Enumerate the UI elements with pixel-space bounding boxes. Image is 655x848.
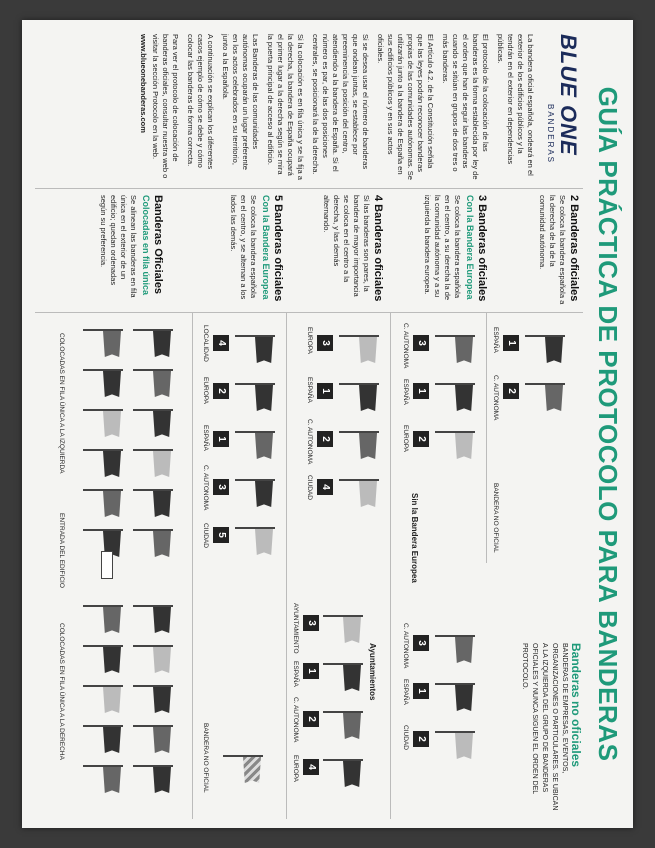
position-5: 5: [213, 527, 229, 543]
flag-icon: [339, 429, 379, 463]
ayuntamientos-label: Ayuntamientos: [368, 643, 377, 701]
divider: [286, 313, 287, 819]
position-3: 3: [413, 635, 429, 651]
flag-icon: [133, 527, 173, 561]
section-4-text: Si las banderas son pares, la bandera de mayor importancia se coloca en el centro a la derecha, y las demás alternando.: [322, 195, 371, 297]
flag-icon: [235, 525, 275, 559]
flag-icon: [83, 367, 123, 401]
flag-icon: [133, 367, 173, 401]
flag-icon: [435, 381, 475, 415]
position-3: 3: [213, 479, 229, 495]
label-ciudad: CIUDAD: [306, 475, 313, 500]
position-4: 4: [303, 759, 319, 775]
label-nooficial: BANDERA NO OFICIAL: [492, 483, 499, 553]
flag-icon: [83, 447, 123, 481]
label-espana: ESPAÑA: [402, 679, 409, 705]
section-3-sub: Con la Bandera Europea: [465, 195, 475, 300]
label-espana: ESPAÑA: [202, 425, 209, 451]
flags-fila-izq-2: [83, 327, 123, 561]
divider: [486, 313, 487, 563]
label-cauto: C. AUTONOMA: [306, 419, 313, 465]
label-ayunt: AYUNTAMIENTO: [292, 603, 299, 654]
flag-icon: [83, 683, 123, 717]
no-oficiales-block: [519, 643, 583, 813]
position-4: 4: [317, 479, 333, 495]
flag-icon: [525, 381, 565, 415]
sin-europa-label: Sin la Bandera Europea: [410, 493, 419, 583]
flag-icon: [339, 477, 379, 511]
position-4: 4: [213, 335, 229, 351]
flag-icon: [83, 327, 123, 361]
section-3: [422, 195, 487, 305]
flag-icon: [339, 381, 379, 415]
intro-text: [138, 34, 535, 180]
flag-icon: [435, 333, 475, 367]
flag-icon: [235, 381, 275, 415]
flag-icon: [435, 681, 475, 715]
flag-icon: [323, 613, 363, 647]
flag-icon: [133, 763, 173, 797]
label-nooficial: BANDERA NO OFICIAL: [202, 723, 209, 793]
diagram-area: [35, 312, 583, 819]
flag-icon: [323, 661, 363, 695]
section-fila-sub: Colocadas en fila única: [141, 195, 151, 296]
brand-name: BLUE ONE: [556, 34, 581, 156]
intro-p7: A continuación se explican los diferentes casos ejemplo de cómo se debe y cómo colocar las banderas de forma correcta.: [186, 34, 215, 170]
flag-icon: [323, 757, 363, 791]
divider: [192, 313, 193, 819]
position-1: 1: [413, 683, 429, 699]
section-5: [228, 195, 283, 305]
flags-5: [235, 333, 275, 559]
fila-derecha-label: COLOCADAS EN FILA ÚNICA A LA DERECHA: [58, 623, 65, 760]
fila-izquierda-label: COLOCADAS EN FILA ÚNICA A LA IZQUIERDA: [58, 333, 65, 474]
flag-icon: [83, 407, 123, 441]
label-europa: EUROPA: [402, 425, 409, 452]
section-4: [321, 195, 383, 305]
section-2-heading: 2 Banderas oficiales: [568, 195, 580, 302]
section-fila-heading: Banderas Oficiales: [152, 195, 164, 295]
position-2: 2: [213, 383, 229, 399]
label-cauto: C. AUTONOMA: [402, 623, 409, 669]
label-espana: ESPAÑA: [492, 327, 499, 353]
section-fila-text: Se alinean las banderas en fila única en el exterior de un edificio; quedan ordenadas según su preferencia.: [99, 195, 138, 298]
label-espana: ESPAÑA: [292, 661, 299, 687]
flags-2: [525, 333, 565, 415]
position-1: 1: [413, 383, 429, 399]
rotated-page: [22, 20, 633, 828]
flag-icon: [235, 477, 275, 511]
section-5-sub: Con la Bandera Europea: [261, 195, 271, 300]
flag-icon: [133, 487, 173, 521]
section-5-text: Se coloca la bandera española en el centro, y se alternan a los lados las demás.: [229, 195, 258, 300]
flags-4: [339, 333, 379, 511]
intro-p4: Si se desea usar el número de banderas que ondean juntas, se establece por preeminencia la posición del centro, atendiendo a la bandera de España. Si el número es par, de las dos posiciones centrales, se posicionará la de la derecha.: [311, 34, 370, 175]
label-espana: ESPAÑA: [306, 377, 313, 403]
flag-icon: [525, 333, 565, 367]
section-3-heading: 3 Banderas oficiales: [476, 195, 488, 302]
position-1: 1: [503, 335, 519, 351]
divider: [390, 313, 391, 819]
section-2: [537, 195, 579, 305]
label-cauto: C. AUTONOMA: [292, 697, 299, 743]
position-1: 1: [317, 383, 333, 399]
brand-logo: [541, 34, 581, 174]
section-4-heading: 4 Banderas oficiales: [372, 195, 384, 302]
label-localidad: LOCALIDAD: [202, 325, 209, 362]
label-ciudad: CIUDAD: [202, 523, 209, 548]
position-1: 1: [303, 663, 319, 679]
sections-column: [35, 188, 583, 309]
intro-p3: El Artículo 4.2. de la Constitución señala que las leyes podrán reconocer banderas propias de las comunidades autónomas. Se utilizarán junto a la bandera de España en sus edificios públicos y en sus actos oficiales.: [376, 34, 435, 180]
label-ciudad: CIUDAD: [402, 725, 409, 750]
flag-icon: [435, 429, 475, 463]
position-2: 2: [503, 383, 519, 399]
label-cauto: C. AUTONOMA: [202, 465, 209, 511]
flag-icon: [133, 407, 173, 441]
label-europa: EUROPA: [292, 755, 299, 782]
flags-3-right: [435, 633, 475, 763]
position-3: 3: [303, 615, 319, 631]
label-espana: ESPAÑA: [402, 379, 409, 405]
flags-fila-der-2: [83, 603, 123, 797]
flag-icon: [133, 603, 173, 637]
paper-sheet: [22, 20, 633, 828]
flag-icon: [339, 333, 379, 367]
position-1: 1: [213, 431, 229, 447]
flag-icon: [235, 333, 275, 367]
intro-p2: El protocolo de la colocación de las banderas es la forma establecida por ley de el orden que han de seguir las banderas cuando se sitúan en grupos de dos tres o más banderas.: [441, 34, 490, 180]
flag-icon: [83, 763, 123, 797]
flags-fila-der: [133, 603, 173, 797]
flag-icon: [133, 447, 173, 481]
flag-icon: [435, 729, 475, 763]
flag-icon: [235, 429, 275, 463]
no-oficiales-text: BANDERAS DE EMPRESAS, EVENTOS, ORGANIZACIONES O PARTICULARES. SE UBICAN A LA IZQUIERDA DEL GRUPO DE BANDERAS OFICIALES Y NUNCA SIGUEN EL ORDEN DEL PROTOCOLO.: [521, 643, 568, 811]
flags-ayunt: [323, 613, 363, 791]
intro-p6: Las Banderas de las comunidades autónomas ocuparán un lugar preferente en los actos celebrados en su territorio, junto a la Española.: [221, 34, 260, 170]
intro-column: [35, 30, 583, 180]
section-2-text: Se coloca la bandera española a la derecha de la de la comunidad autónoma.: [538, 195, 567, 305]
label-europa: EUROPA: [202, 377, 209, 404]
flags-3: [435, 333, 475, 463]
position-3: 3: [413, 335, 429, 351]
position-2: 2: [317, 431, 333, 447]
section-fila: [98, 195, 163, 305]
position-2: 2: [303, 711, 319, 727]
label-cauto: C. AUTONOMA: [402, 323, 409, 369]
section-3-text: Se coloca la bandera española en el centro, a su derecha la de la comunidad autónoma y a su izquierda la bandera europea.: [423, 195, 462, 301]
flags-fila-izq: [133, 327, 173, 561]
flag-icon: [435, 633, 475, 667]
flag-icon: [133, 683, 173, 717]
flag-icon: [133, 643, 173, 677]
website-link[interactable]: www.blueonebanderas.com: [139, 34, 148, 133]
flag-icon: [133, 327, 173, 361]
flag-icon: [83, 643, 123, 677]
entrada-label: ENTRADA DEL EDIFICIO: [58, 513, 65, 588]
section-5-heading: 5 Banderas oficiales: [272, 195, 284, 302]
intro-p1: La bandera oficial española, ondeará en el exterior de los edificios públicos y la tendrán en el exterior en dependencias públicas.: [496, 34, 535, 176]
flag-icon: [323, 709, 363, 743]
flag-icon: [83, 603, 123, 637]
position-3: 3: [317, 335, 333, 351]
building-door-icon: [101, 551, 113, 579]
flag-icon: [133, 723, 173, 757]
brand-tagline: BANDERAS: [546, 104, 555, 165]
intro-p8: Para ver el protocolo de colocación de banderas oficiales, consultar nuestra web o visitar la sección Protocolo en la web.: [151, 34, 180, 179]
position-2: 2: [413, 431, 429, 447]
flag-icon: [83, 487, 123, 521]
page-title: GUÍA PRÁCTICA DE PROTOCOLO PARA BANDERAS: [593, 86, 623, 762]
flag-icon: [223, 753, 263, 787]
intro-p5: Si la colocación es en fila única y se la fija a la derecha, la bandera de España ocupará el primer lugar a la derecha según se mira la puerta principal de acceso al edificio.: [266, 34, 305, 180]
label-cauto: C. AUTONOMA: [492, 375, 499, 421]
label-europa: EUROPA: [306, 327, 313, 354]
no-oficiales-heading: Banderas no oficiales: [569, 643, 583, 768]
flag-icon: [83, 723, 123, 757]
position-2: 2: [413, 731, 429, 747]
